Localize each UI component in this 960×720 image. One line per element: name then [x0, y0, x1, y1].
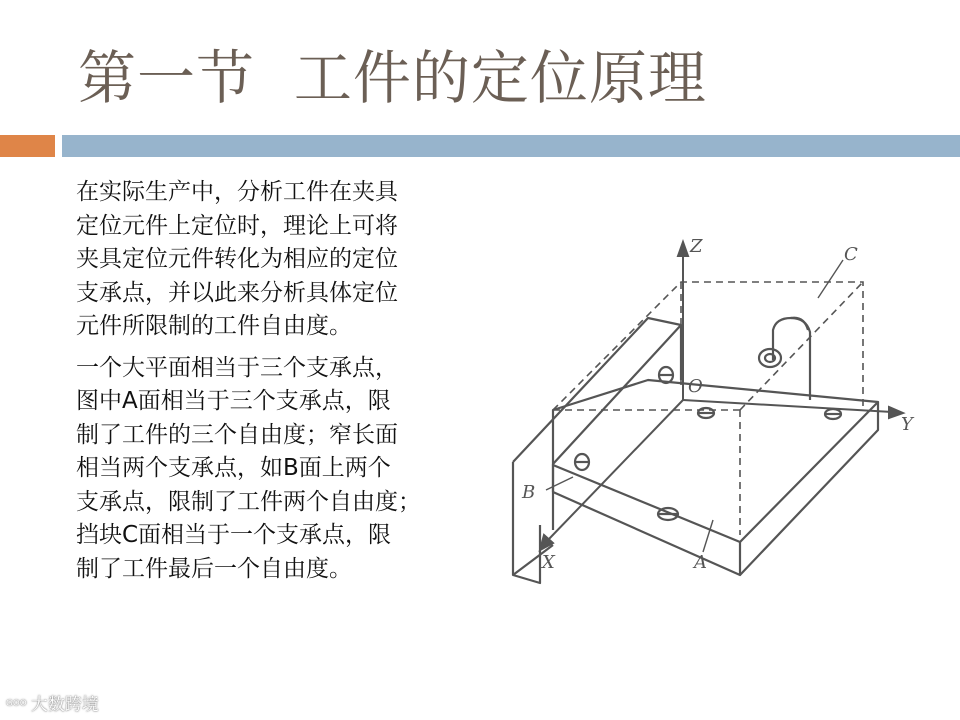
face-label-c: C [844, 244, 858, 265]
watermark [6, 690, 99, 715]
side-wall-top [513, 318, 681, 464]
text-line: 一个大平面相当于三个支承点， [76, 354, 398, 381]
axis-label-y: Y [901, 414, 913, 435]
workpiece-outline [553, 282, 863, 410]
text-line: 夹具定位元件转化为相应的定位 [76, 246, 398, 272]
watermark-logo-icon: ᴳᴼᴼ [6, 698, 27, 714]
text-line: 支承点，限制了工件两个自由度； [76, 488, 421, 515]
axis-label-z: Z [690, 236, 703, 257]
body-text [76, 176, 516, 594]
fixture-diagram [508, 230, 928, 590]
leader-c [818, 260, 843, 298]
accent-bar-orange [0, 135, 55, 157]
stop-block [773, 318, 810, 400]
text-line: 图中A面相当于三个支承点，限 [76, 388, 391, 414]
text-line: 相当两个支承点，如B面上两个 [76, 455, 391, 481]
accent-bar-blue [62, 135, 960, 157]
leader-b [546, 477, 573, 490]
axis-label-x: X [542, 552, 555, 573]
slide-title: 第一节 工件的定位原理 [78, 44, 707, 112]
base-plate-front [553, 465, 740, 575]
face-label-b: B [522, 482, 536, 503]
text-line: 在实际生产中，分析工件在夹具 [76, 179, 398, 205]
watermark-text: 大数跨境 [30, 695, 99, 715]
paragraph-1 [76, 176, 516, 344]
text-line: 元件所限制的工件自由度。 [76, 313, 352, 339]
paragraph-2 [76, 352, 516, 587]
text-line: 挡块C面相当于一个支承点，限 [76, 522, 392, 548]
base-plate-right [740, 402, 878, 575]
stop-block-back [791, 318, 808, 330]
face-label-a: A [694, 552, 707, 573]
text-line: 支承点，并以此来分析具体定位 [76, 279, 398, 306]
text-line: 制了工件最后一个自由度。 [76, 555, 352, 582]
base-plate-top [553, 380, 878, 542]
origin-label: O [688, 376, 703, 397]
text-line: 制了工件的三个自由度；窄长面 [76, 421, 398, 448]
text-line: 定位元件上定位时，理论上可将 [76, 212, 398, 239]
pin-hole [759, 349, 781, 367]
leader-a [703, 520, 713, 552]
